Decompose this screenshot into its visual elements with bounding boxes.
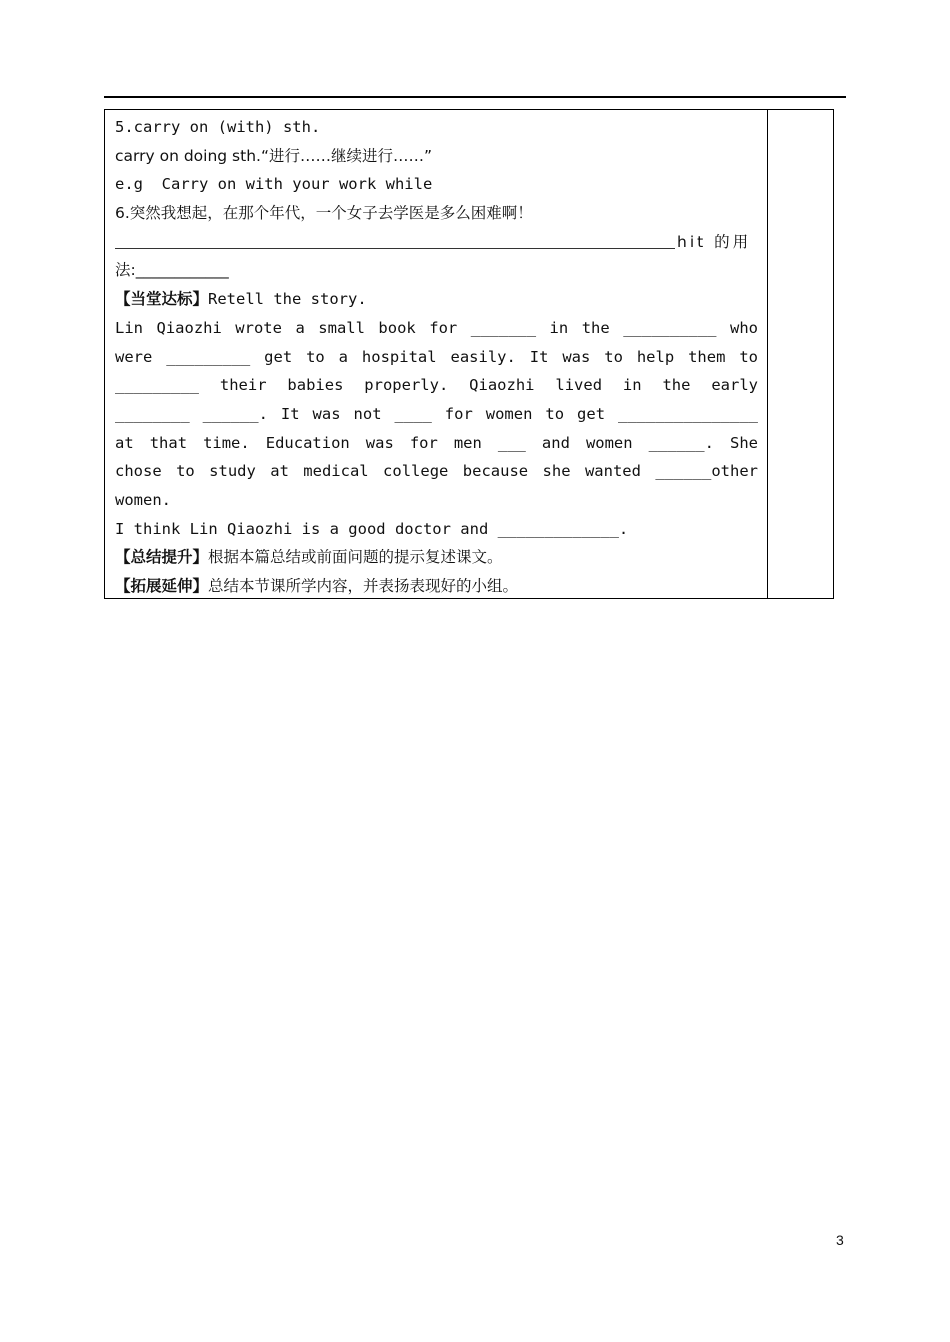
item-5-example: e.g Carry on with your work while (115, 175, 433, 194)
lesson-table (104, 109, 834, 599)
answer-blank (115, 230, 675, 249)
item-5-heading: 5.carry on (with) sth. (115, 118, 321, 136)
retell-line-7: women. (115, 490, 171, 509)
section-label-summary: 【总结提升】 (115, 548, 209, 567)
in-class-target (115, 285, 758, 314)
extension-text: 总结本节课所学内容，并表扬表现好的小组。 (208, 577, 519, 595)
item-6-heading: 6.突然我想起，在那个年代，一个女子去学医是多么困难啊！ (115, 204, 533, 223)
item-6-answer-line (115, 228, 758, 257)
summary-section (115, 543, 758, 572)
summary-text: 根据本篇总结或前面问题的提示复述课文。 (208, 548, 503, 567)
retell-line-4: ________ ______. It was not ____ for women to get _______________ (115, 404, 758, 423)
content-cell (115, 113, 758, 601)
section-label-extension: 【拓展延伸】 (115, 577, 209, 595)
column-divider (767, 110, 768, 598)
item-5-usage: carry on doing sth.“进行……继续进行……” (115, 146, 433, 165)
header-rule (104, 96, 846, 98)
opinion-line: I think Lin Qiaozhi is a good doctor and _____________. (115, 519, 629, 538)
retell-line-6: chose to study at medical college because she wanted ______other (115, 462, 758, 481)
retell-line-5: at that time. Education was for men ___ and women ______. She (115, 433, 758, 452)
hit-usage-blank: 法:____________ (115, 261, 229, 280)
section-label-in-class: 【当堂达标】 (115, 290, 209, 309)
extension-section (115, 572, 758, 601)
page-number: 3 (836, 1232, 844, 1248)
retell-line-1: Lin Qiaozhi wrote a small book for _______ in the __________ who (115, 318, 758, 337)
hit-usage-label: hit 的用 (677, 232, 752, 251)
retell-line-3: _________ their babies properly. Qiaozhi lived in the early (115, 376, 758, 395)
retell-line-2: were _________ get to a hospital easily. It was to help them to (115, 347, 758, 366)
retell-instruction: Retell the story. (208, 290, 367, 309)
